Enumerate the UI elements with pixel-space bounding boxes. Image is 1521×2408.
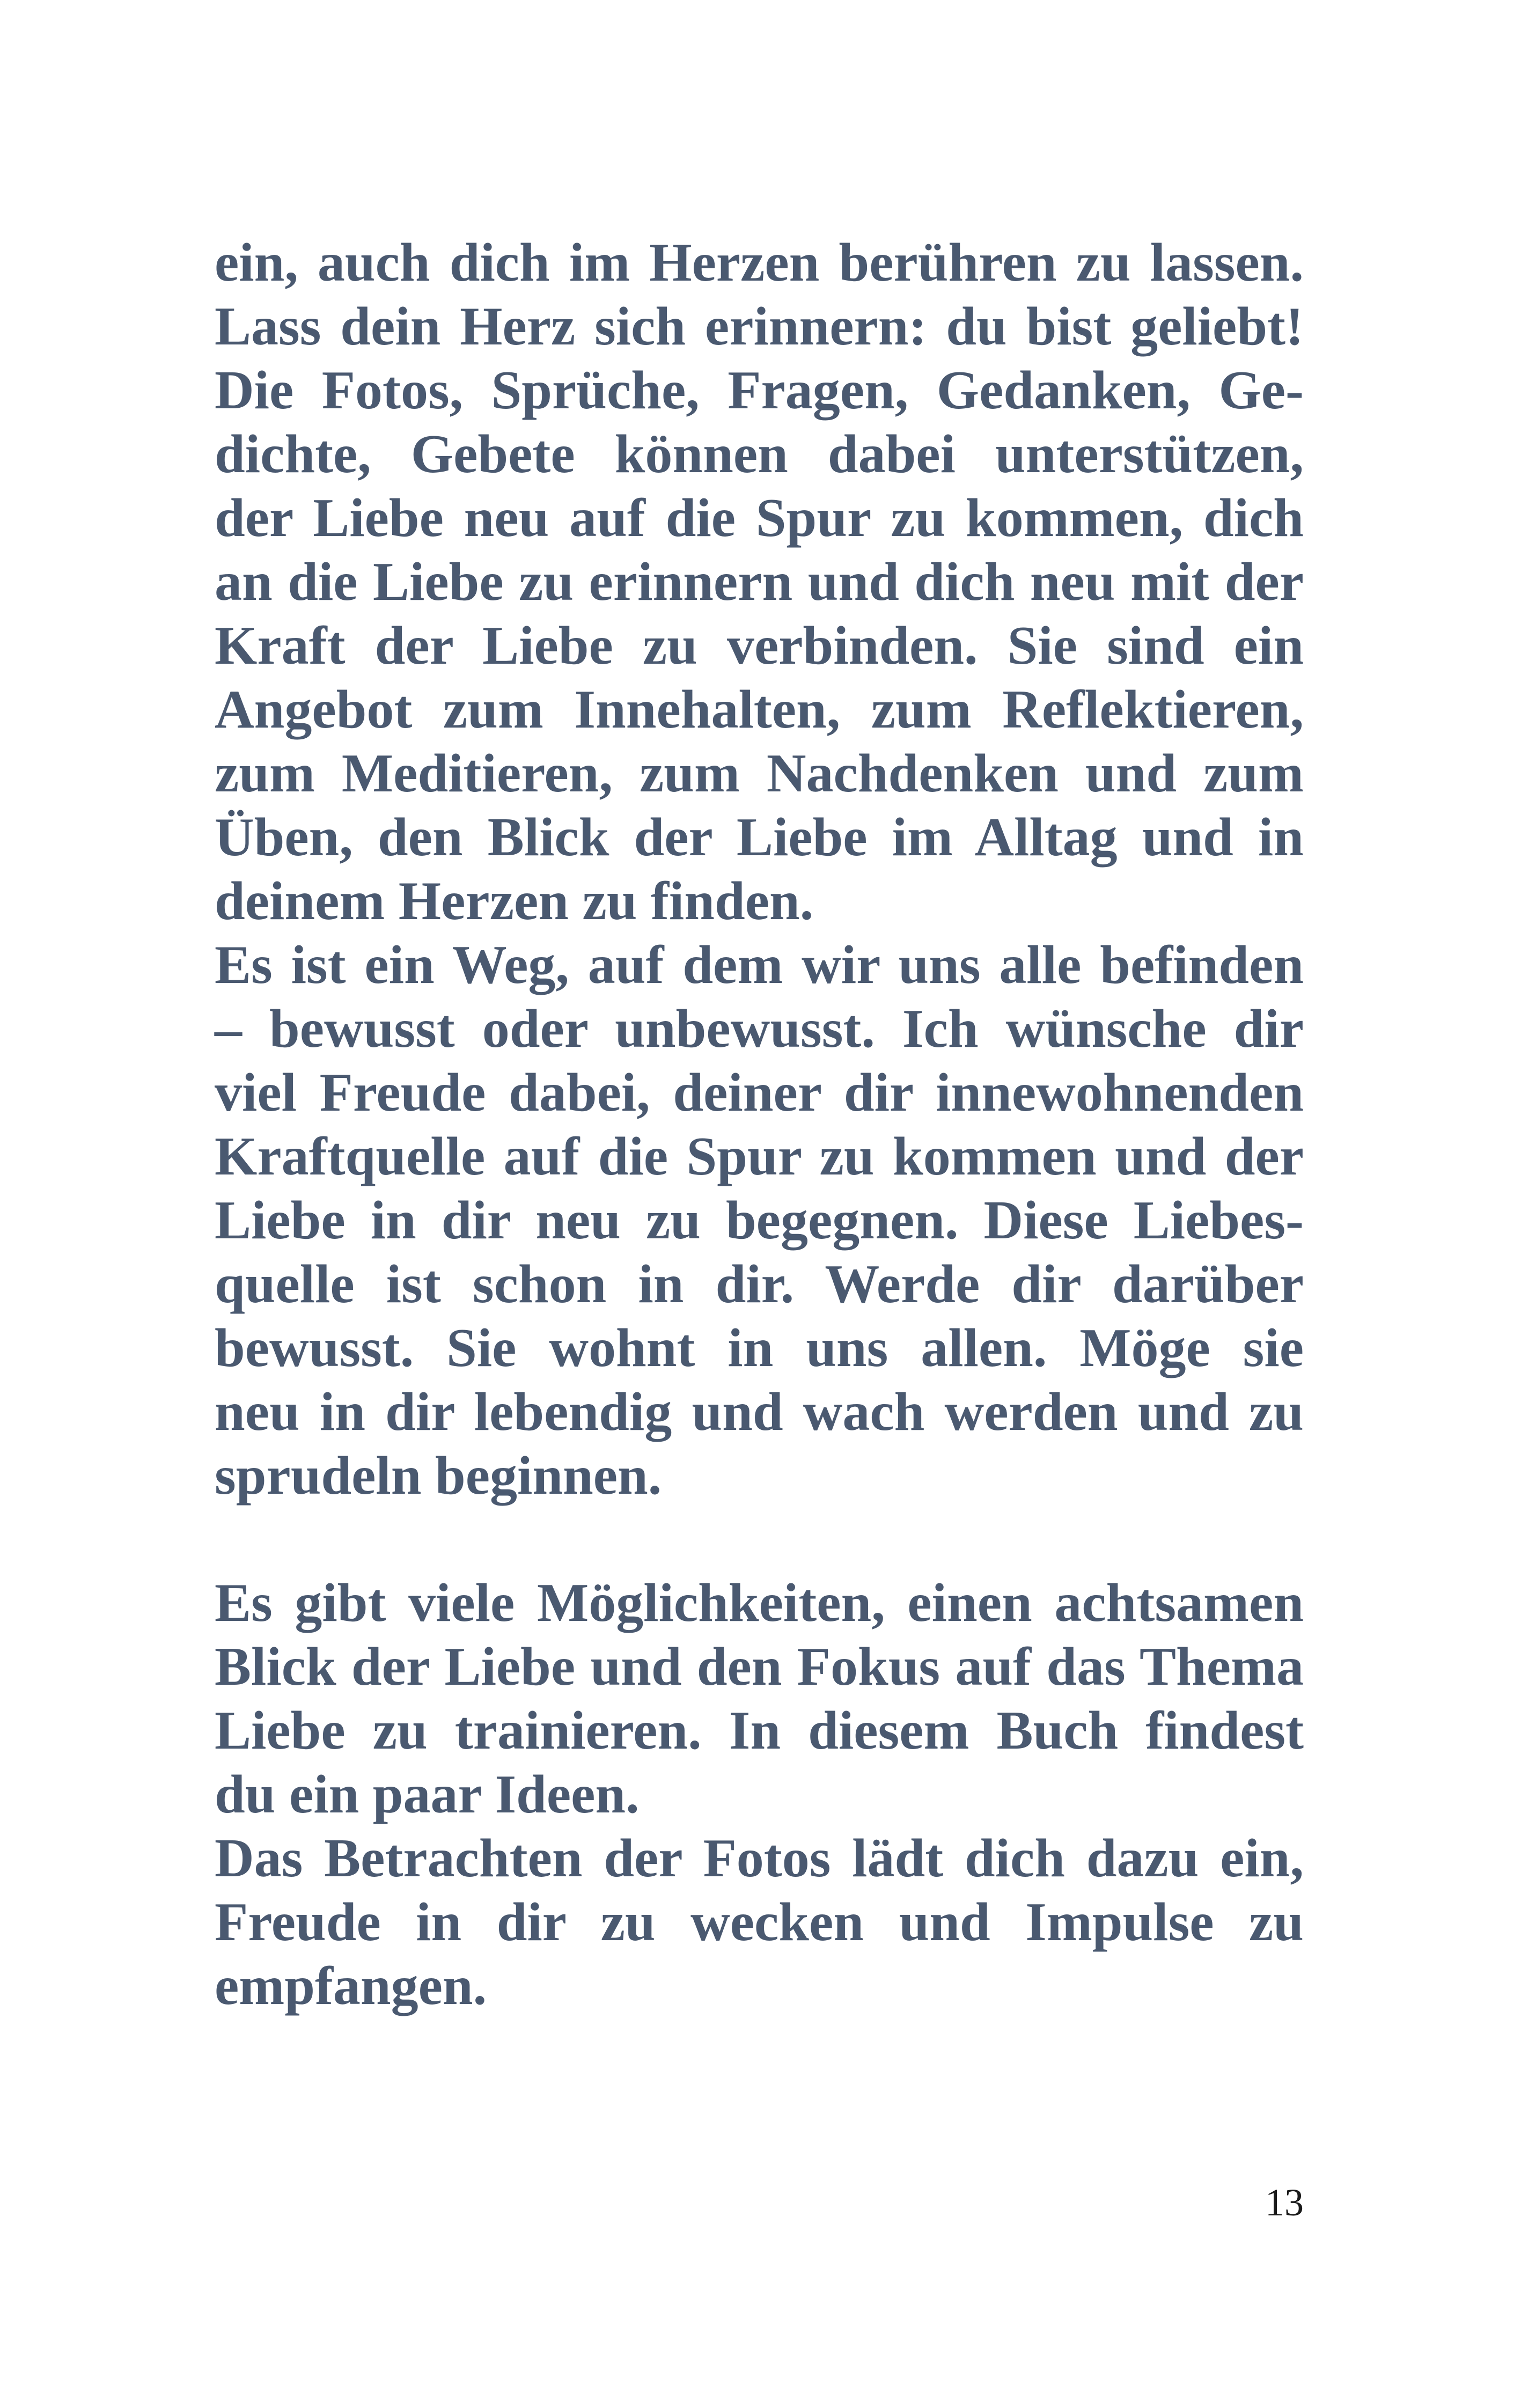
text-line: Liebe zu trainieren. In diesem Buch findest <box>215 1700 1304 1761</box>
text-line: du ein paar Ideen. <box>215 1764 640 1825</box>
text-line: Die Fotos, Sprüche, Fragen, Gedanken, Ge- <box>215 360 1304 421</box>
text-line: an die Liebe zu erinnern und dich neu mit der <box>215 552 1304 612</box>
text-line: Angebot zum Innehalten, zum Reflektieren, <box>215 679 1304 740</box>
text-line: Üben, den Blick der Liebe im Alltag und in <box>215 807 1304 868</box>
body-text <box>215 231 1304 2018</box>
text-line: Lass dein Herz sich erinnern: du bist geliebt! <box>215 296 1304 357</box>
text-line: viel Freude dabei, deiner dir innewohnenden <box>215 1062 1304 1123</box>
text-line: dichte, Gebete können dabei unterstützen, <box>215 424 1304 484</box>
text-line: Freude in dir zu wecken und Impulse zu <box>215 1892 1304 1952</box>
text-line: Blick der Liebe und den Fokus auf das Thema <box>215 1636 1304 1697</box>
paragraph-2 <box>215 933 1304 1508</box>
text-line: Liebe in dir neu zu begegnen. Diese Liebes- <box>215 1190 1304 1251</box>
text-line: quelle ist schon in dir. Werde dir darüber <box>215 1254 1304 1315</box>
paragraph-3 <box>215 1571 1304 1826</box>
text-line: – bewusst oder unbewusst. Ich wünsche dir <box>215 999 1304 1059</box>
text-line: der Liebe neu auf die Spur zu kommen, dich <box>215 488 1304 548</box>
paragraph-4 <box>215 1826 1304 2018</box>
text-line: Kraftquelle auf die Spur zu kommen und der <box>215 1126 1304 1187</box>
text-line: sprudeln beginnen. <box>215 1445 662 1506</box>
text-line: deinem Herzen zu finden. <box>215 871 814 931</box>
text-line: Kraft der Liebe zu verbinden. Sie sind ein <box>215 615 1304 676</box>
text-line: ein, auch dich im Herzen berühren zu lassen. <box>215 232 1304 293</box>
text-line: bewusst. Sie wohnt in uns allen. Möge sie <box>215 1318 1304 1378</box>
text-line: Das Betrachten der Fotos lädt dich dazu ein, <box>215 1828 1304 1889</box>
text-line: zum Meditieren, zum Nachdenken und zum <box>215 743 1304 804</box>
text-line: Es gibt viele Möglichkeiten, einen achtsamen <box>215 1573 1304 1633</box>
text-line: empfangen. <box>215 1956 487 2016</box>
text-line: neu in dir lebendig und wach werden und zu <box>215 1382 1304 1442</box>
page-number: 13 <box>1265 2181 1304 2224</box>
text-line: Es ist ein Weg, auf dem wir uns alle befinden <box>215 935 1304 995</box>
paragraph-1 <box>215 231 1304 933</box>
paragraph-spacer <box>215 1508 1304 1571</box>
